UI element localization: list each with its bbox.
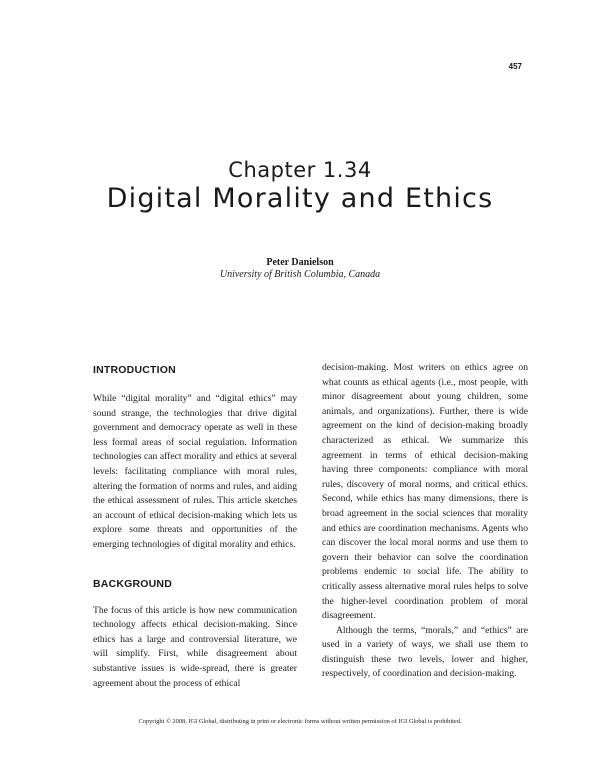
chapter-label: Chapter 1.34	[228, 158, 372, 182]
terms-paragraph: Although the terms, “morals,” and “ethics” are used in a variety of ways, we shall use them to distinguish these two levels, lower and higher, respectively, of coordination and decision-making.	[322, 624, 528, 680]
copyright-notice: Copyright © 2008, IGI Global, distributing in print or electronic forms without written permission of IGI Global is prohibited.	[138, 718, 462, 725]
page-number: 457	[508, 62, 522, 71]
right-column	[322, 361, 528, 682]
background-heading: BACKGROUND	[93, 577, 172, 590]
background-continued-paragraph: decision-making. Most writers on ethics agree on what counts as ethical agents (i.e., most people, with minor disagreement about young children, some animals, and organizations). Further, there is wide agreement on the kind of decision-making broadly characterized as ethical. We summarize this agreement in terms of ethical decision-making having three components: compliance with moral rules, discovery of moral norms, and critical ethics. Second, while ethics has many dimensions, there is broad agreement in the social sciences that morality and ethics are coordination mechanisms. Agents who can discover the local moral norms and use them to govern their behavior can solve the coordination problems endemic to social life. The ability to critically assess alternative moral rules helps to solve the higher-level coordination problem of moral disagreement.	[322, 362, 528, 622]
introduction-paragraph: While “digital morality” and “digital ethics” may sound strange, the technologies that drive digital government and democracy operate as well in these less formal areas of social regulation. Information technologies can affect morality and ethics at several levels: facilitating compliance with moral rules, altering the formation of norms and rules, and aiding the ethical assessment of rules. This article sketches an account of ethical decision-making which lets us explore some threats and opportunities of the emerging technologies of digital morality and ethics.	[93, 393, 297, 550]
left-column	[93, 360, 297, 691]
chapter-title: Digital Morality and Ethics	[106, 183, 494, 214]
introduction-heading: INTRODUCTION	[93, 364, 176, 376]
background-paragraph: The focus of this article is how new communication technology affects ethical decision-making. Since ethics has a large and controversial literature, we will simplify. First, while disagreement about substantive issues is wide-spread, there is greater agreement about the process of ethical	[93, 604, 297, 689]
author-affiliation: University of British Columbia, Canada	[219, 269, 381, 280]
author-name: Peter Danielson	[266, 257, 334, 268]
